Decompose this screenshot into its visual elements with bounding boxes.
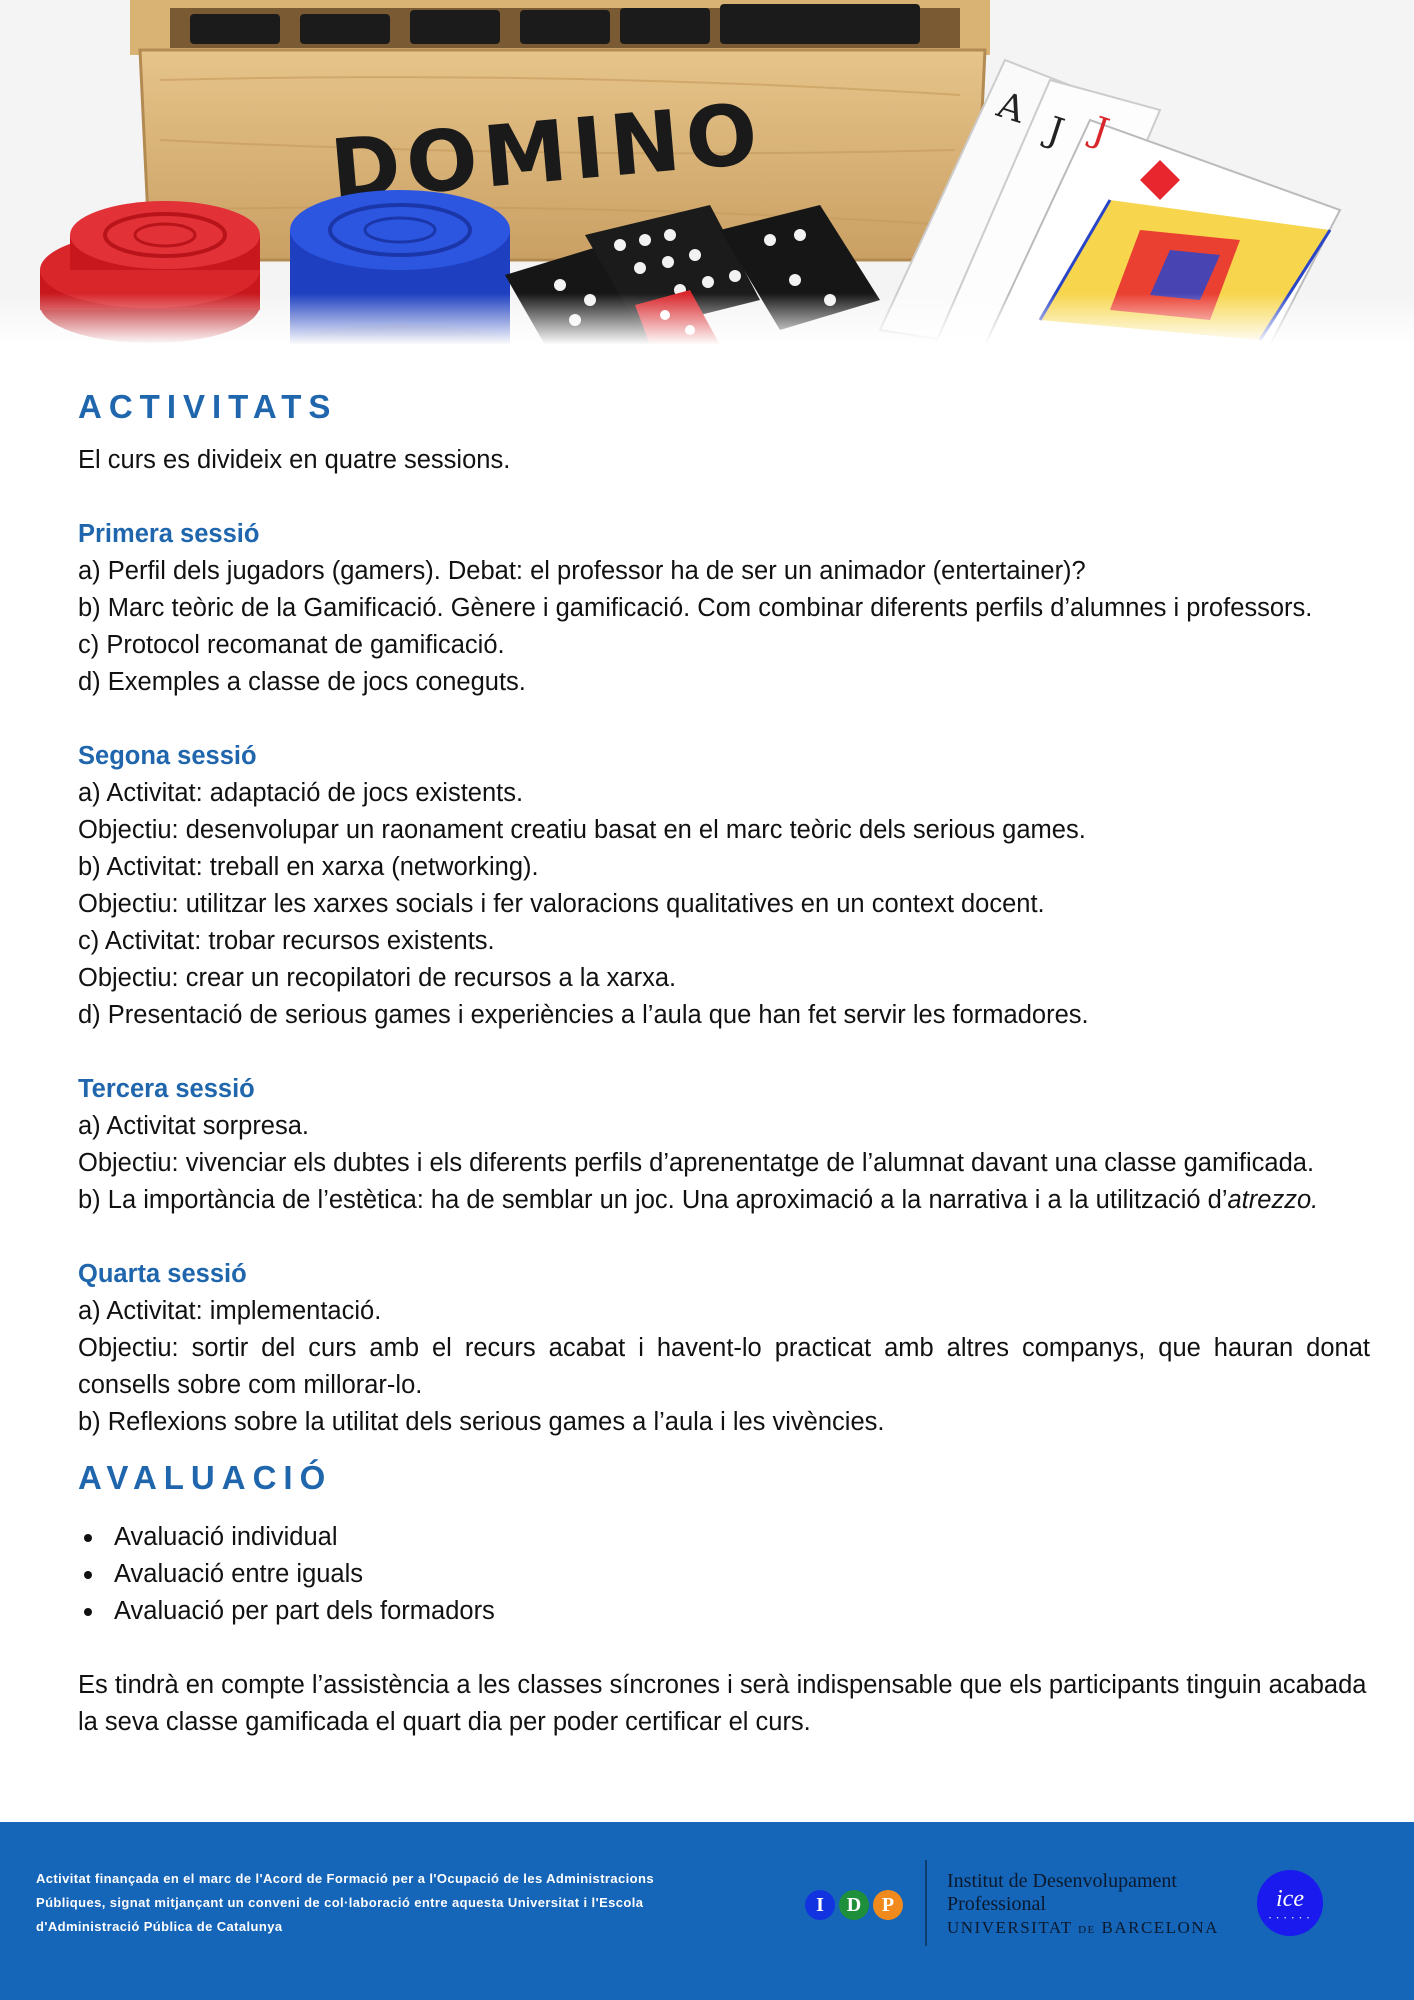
ice-logo-dots: • • • • • • <box>1268 1916 1312 1922</box>
session-line: a) Activitat sorpresa. <box>78 1112 310 1140</box>
institute-line: Professional <box>947 1893 1046 1915</box>
list-item: Avaluació per part dels formadors <box>78 1593 1370 1630</box>
session-line: d) Exemples a classe de jocs coneguts. <box>78 668 526 696</box>
session-line-text: b) La importància de l’estètica: ha de semblar un joc. Una aproximació a la narrativa i a la utilització d’ <box>78 1186 1228 1214</box>
session-line: b) Activitat: treball en xarxa (networking). <box>78 853 539 881</box>
main-content <box>78 378 1370 1741</box>
university-line <box>947 1916 1219 1942</box>
session-line: b) Marc teòric de la Gamificació. Gènere i gamificació. Com combinar diferents perfils d’alumnes i professors. <box>78 594 1313 622</box>
funding-notice: Activitat finançada en el marc de l'Acord de Formació per a l'Ocupació de les Administracions Públiques, signat mitjançant un conveni de col·laboració entre aquesta Universitat i l'Escola d'Administració Pública de Catalunya <box>36 1871 654 1934</box>
institute-line: Institut de Desenvolupament <box>947 1870 1177 1892</box>
session-title: Quarta sessió <box>78 1260 247 1288</box>
session-line: Objectiu: sortir del curs amb el recurs acabat i havent-lo practicat amb altres companys, que hauran donat consells sobre com millorar-lo. <box>78 1334 1370 1399</box>
session-line: a) Activitat: adaptació de jocs existents. <box>78 779 524 807</box>
games-illustration <box>0 0 1414 345</box>
avaluacio-list <box>78 1519 1370 1630</box>
university-word: UNIVERSITAT <box>947 1918 1073 1937</box>
activitats-heading: ACTIVITATS <box>78 388 338 425</box>
session-line: Objectiu: desenvolupar un raonament creatiu basat en el marc teòric dels serious games. <box>78 816 1086 844</box>
footer <box>0 1822 1414 2000</box>
ice-logo <box>1257 1870 1323 1936</box>
session-line <box>78 1182 1370 1219</box>
avaluacio-closing: Es tindrà en compte l’assistència a les classes síncrones i serà indispensable que els participants tinguin acabada la seva classe gamificada el quart dia per poder certificar el curs. <box>78 1671 1367 1736</box>
list-item: Avaluació entre iguals <box>78 1556 1370 1593</box>
session-line: Objectiu: vivenciar els dubtes i els diferents perfils d’aprenentatge de l’alumnat davant una classe gamificada. <box>78 1149 1315 1177</box>
session-2 <box>78 738 1370 1034</box>
session-line: c) Activitat: trobar recursos existents. <box>78 927 495 955</box>
session-line-italic: atrezzo. <box>1227 1186 1319 1214</box>
list-item: Avaluació individual <box>78 1519 1370 1556</box>
session-line: b) Reflexions sobre la utilitat dels serious games a l’aula i les vivències. <box>78 1408 885 1436</box>
idp-logo-letter: I <box>805 1890 835 1920</box>
institute-name <box>947 1870 1219 1942</box>
university-word: BARCELONA <box>1101 1918 1219 1937</box>
session-3 <box>78 1071 1370 1219</box>
session-4 <box>78 1256 1370 1441</box>
session-line: a) Activitat: implementació. <box>78 1297 382 1325</box>
session-line: d) Presentació de serious games i experiències a l’aula que han fet servir les formadores. <box>78 1001 1089 1029</box>
idp-logo-letter: D <box>839 1890 869 1920</box>
hero-image <box>0 0 1414 345</box>
footer-divider <box>925 1860 927 1946</box>
session-title: Tercera sessió <box>78 1075 255 1103</box>
avaluacio-heading: AVALUACIÓ <box>78 1459 333 1496</box>
university-word: DE <box>1078 1924 1096 1936</box>
session-line: Objectiu: crear un recopilatori de recursos a la xarxa. <box>78 964 677 992</box>
session-title: Primera sessió <box>78 520 260 548</box>
idp-logo <box>805 1890 903 1920</box>
idp-logo-letter: P <box>873 1890 903 1920</box>
activitats-intro: El curs es divideix en quatre sessions. <box>78 446 511 474</box>
session-line: Objectiu: utilitzar les xarxes socials i fer valoracions qualitatives en un context docent. <box>78 890 1045 918</box>
session-1 <box>78 516 1370 701</box>
session-line: a) Perfil dels jugadors (gamers). Debat: el professor ha de ser un animador (entertainer)? <box>78 557 1086 585</box>
ice-logo-text: ice <box>1276 1886 1304 1912</box>
session-line: c) Protocol recomanat de gamificació. <box>78 631 505 659</box>
session-title: Segona sessió <box>78 742 257 770</box>
